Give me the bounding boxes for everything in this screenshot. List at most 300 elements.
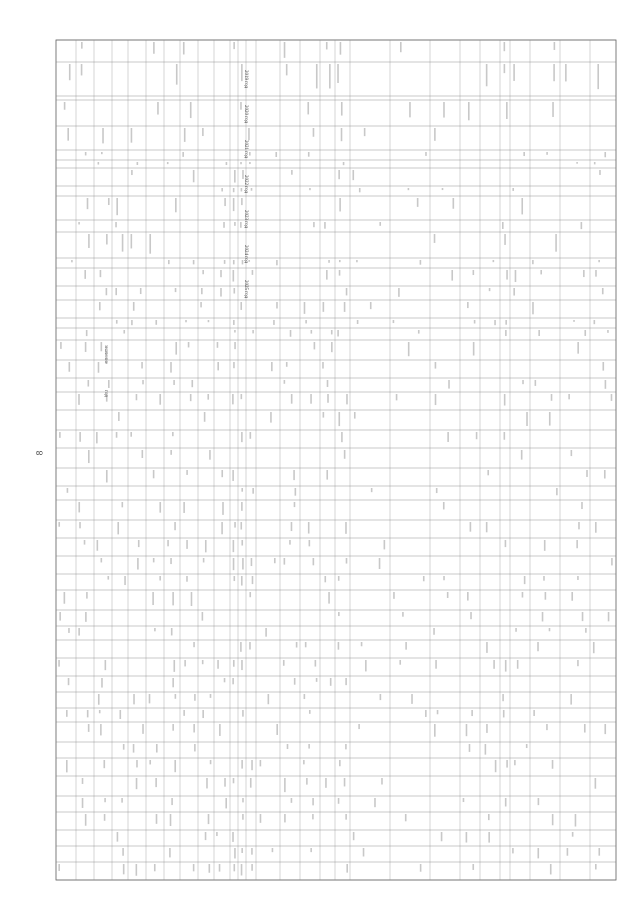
cell-ink-mark xyxy=(232,678,234,684)
cell-ink-mark xyxy=(581,502,583,509)
cell-ink-mark xyxy=(251,848,253,855)
cell-ink-mark xyxy=(505,540,507,547)
cell-ink-mark xyxy=(521,450,523,460)
cell-ink-mark xyxy=(204,412,206,422)
cell-ink-mark xyxy=(331,342,333,352)
cell-ink-mark xyxy=(470,522,472,532)
cell-ink-mark xyxy=(514,760,516,765)
cell-ink-mark xyxy=(201,288,203,294)
cell-ink-mark xyxy=(611,558,613,565)
cell-ink-mark xyxy=(435,362,437,369)
cell-ink-mark xyxy=(575,814,577,827)
cell-ink-mark xyxy=(167,540,169,546)
cell-ink-mark xyxy=(234,222,236,226)
cell-ink-mark xyxy=(441,832,443,841)
cell-ink-mark xyxy=(312,798,314,805)
cell-ink-mark xyxy=(137,162,139,165)
cell-ink-mark xyxy=(337,330,339,336)
cell-ink-mark xyxy=(289,540,291,545)
cell-ink-mark xyxy=(87,710,89,717)
cell-ink-mark xyxy=(175,342,177,355)
cell-ink-mark xyxy=(172,592,174,605)
cell-ink-mark xyxy=(291,798,293,803)
cell-ink-mark xyxy=(260,814,262,823)
cell-ink-mark xyxy=(552,814,554,825)
cell-ink-mark xyxy=(602,362,604,371)
cell-ink-mark xyxy=(402,612,404,617)
cell-ink-mark xyxy=(58,522,60,527)
cell-ink-mark xyxy=(174,760,176,772)
cell-ink-mark xyxy=(130,432,132,437)
cell-ink-mark xyxy=(544,540,546,551)
cell-ink-mark xyxy=(595,864,597,869)
cell-ink-mark xyxy=(381,778,383,785)
cell-ink-mark xyxy=(233,198,235,211)
cell-ink-mark xyxy=(85,152,87,155)
cell-ink-mark xyxy=(190,102,192,118)
cell-ink-mark xyxy=(242,798,244,802)
cell-ink-mark xyxy=(405,642,407,650)
cell-ink-mark xyxy=(137,558,139,570)
cell-ink-mark xyxy=(241,64,243,81)
cell-ink-mark xyxy=(434,724,436,737)
cell-ink-mark xyxy=(408,188,410,190)
cell-ink-mark xyxy=(469,744,471,752)
cell-ink-mark xyxy=(233,320,235,325)
cell-ink-mark xyxy=(577,576,579,580)
cell-ink-mark xyxy=(233,540,235,552)
cell-ink-mark xyxy=(305,642,307,647)
cell-ink-mark xyxy=(87,198,89,209)
cell-ink-mark xyxy=(194,694,196,701)
cell-ink-mark xyxy=(537,642,539,651)
cell-ink-mark xyxy=(59,612,61,621)
cell-ink-mark xyxy=(447,592,449,598)
cell-ink-mark xyxy=(513,288,515,296)
cell-ink-mark xyxy=(443,576,445,580)
cell-ink-mark xyxy=(474,320,476,324)
cell-ink-mark xyxy=(182,152,184,157)
cell-ink-mark xyxy=(522,380,524,384)
cell-ink-mark xyxy=(553,64,555,81)
cell-ink-mark xyxy=(99,302,101,310)
cell-ink-mark xyxy=(549,628,551,631)
cell-ink-mark xyxy=(324,222,326,229)
cell-ink-mark xyxy=(537,848,539,858)
cell-ink-mark xyxy=(506,760,508,768)
cell-ink-mark xyxy=(185,320,187,322)
cell-ink-mark xyxy=(486,642,488,653)
cell-ink-mark xyxy=(226,162,228,165)
cell-ink-mark xyxy=(341,102,343,116)
cell-ink-mark xyxy=(249,592,251,597)
cell-ink-mark xyxy=(399,660,401,665)
cell-ink-mark xyxy=(170,362,172,373)
cell-ink-mark xyxy=(522,592,524,598)
cell-ink-mark xyxy=(453,198,455,209)
cell-ink-mark xyxy=(608,612,610,621)
cell-ink-mark xyxy=(504,64,506,73)
cell-ink-mark xyxy=(64,102,66,110)
cell-ink-mark xyxy=(131,170,133,175)
cell-ink-mark xyxy=(294,502,296,507)
cell-ink-mark xyxy=(154,864,156,871)
cell-ink-mark xyxy=(532,260,534,264)
cell-ink-mark xyxy=(345,522,347,534)
cell-ink-mark xyxy=(79,522,81,528)
cell-ink-mark xyxy=(172,724,174,731)
cell-ink-mark xyxy=(502,694,504,701)
cell-ink-mark xyxy=(153,470,155,478)
cell-ink-mark xyxy=(532,302,534,314)
cell-ink-mark xyxy=(60,342,62,349)
cell-ink-mark xyxy=(327,380,329,387)
cell-ink-mark xyxy=(595,522,597,533)
cell-ink-mark xyxy=(468,102,470,120)
cell-ink-mark xyxy=(208,814,210,824)
cell-ink-mark xyxy=(326,42,328,49)
cell-ink-mark xyxy=(142,380,144,384)
cell-ink-mark xyxy=(78,628,80,636)
cell-ink-mark xyxy=(222,502,224,515)
table-frame xyxy=(56,40,616,880)
header-year: год xyxy=(103,390,108,397)
cell-ink-mark xyxy=(156,744,158,753)
cell-ink-mark xyxy=(206,778,208,788)
cell-ink-mark xyxy=(224,778,226,787)
cell-ink-mark xyxy=(286,362,288,367)
cell-ink-mark xyxy=(443,102,445,118)
cell-ink-mark xyxy=(476,432,478,439)
cell-ink-mark xyxy=(313,222,315,227)
table-row-rules xyxy=(56,40,616,880)
cell-ink-mark xyxy=(346,864,348,873)
cell-ink-mark xyxy=(133,744,135,753)
cell-ink-mark xyxy=(542,612,544,621)
cell-ink-mark xyxy=(224,198,226,206)
cell-ink-mark xyxy=(172,432,174,436)
cell-ink-mark xyxy=(273,320,275,325)
cell-ink-mark xyxy=(523,152,525,156)
cell-ink-mark xyxy=(82,798,84,808)
cell-ink-mark xyxy=(159,394,161,405)
header-year-4: 2023 год xyxy=(243,210,248,229)
cell-ink-mark xyxy=(116,198,118,215)
cell-ink-mark xyxy=(186,470,188,475)
cell-ink-mark xyxy=(276,260,278,265)
cell-ink-mark xyxy=(78,222,80,224)
cell-ink-mark xyxy=(149,694,151,703)
cell-ink-mark xyxy=(205,540,207,552)
cell-ink-mark xyxy=(203,558,205,562)
cell-ink-mark xyxy=(149,234,151,254)
cell-ink-mark xyxy=(84,540,86,545)
cell-ink-mark xyxy=(538,330,540,336)
cell-ink-mark xyxy=(78,394,80,405)
cell-ink-mark xyxy=(240,522,242,530)
cell-ink-mark xyxy=(168,260,170,264)
cell-ink-mark xyxy=(138,540,140,547)
cell-ink-mark xyxy=(512,188,514,191)
cell-ink-mark xyxy=(310,848,312,852)
cell-ink-mark xyxy=(346,288,348,295)
cell-ink-mark xyxy=(224,260,226,264)
cell-ink-mark xyxy=(233,778,235,783)
cell-ink-mark xyxy=(186,540,188,549)
cell-ink-mark xyxy=(101,342,103,351)
cell-ink-mark xyxy=(142,450,144,458)
cell-ink-mark xyxy=(216,832,218,836)
cell-ink-mark xyxy=(305,320,307,323)
cell-ink-mark xyxy=(338,170,340,179)
cell-ink-mark xyxy=(473,270,475,275)
cell-ink-mark xyxy=(99,710,101,713)
cell-ink-mark xyxy=(425,152,427,156)
cell-ink-mark xyxy=(296,642,298,648)
cell-ink-mark xyxy=(67,128,69,141)
cell-ink-mark xyxy=(155,320,157,325)
cell-ink-mark xyxy=(191,592,193,606)
cell-ink-mark xyxy=(371,488,373,492)
cell-ink-mark xyxy=(68,628,70,633)
cell-ink-mark xyxy=(552,760,554,769)
cell-ink-mark xyxy=(193,642,195,647)
cell-ink-mark xyxy=(133,694,135,704)
cell-ink-mark xyxy=(88,724,90,732)
cell-ink-mark xyxy=(153,42,155,54)
cell-ink-mark xyxy=(136,778,138,789)
cell-ink-mark xyxy=(232,832,234,842)
cell-ink-mark xyxy=(136,864,138,876)
cell-ink-mark xyxy=(294,678,296,685)
cell-ink-mark xyxy=(167,162,169,164)
cell-ink-mark xyxy=(202,660,204,664)
cell-ink-mark xyxy=(295,488,297,496)
cell-ink-mark xyxy=(353,832,355,840)
cell-ink-mark xyxy=(107,576,109,580)
cell-ink-mark xyxy=(184,660,186,666)
cell-ink-mark xyxy=(217,362,219,370)
cell-ink-mark xyxy=(103,760,105,768)
cell-ink-mark xyxy=(604,470,606,479)
cell-ink-mark xyxy=(338,612,340,616)
cell-ink-mark xyxy=(573,320,575,322)
cell-ink-mark xyxy=(202,270,204,274)
cell-ink-mark xyxy=(170,558,172,564)
cell-ink-mark xyxy=(328,592,330,604)
cell-ink-mark xyxy=(379,222,381,226)
cell-ink-mark xyxy=(356,260,358,262)
cell-ink-mark xyxy=(451,270,453,281)
cell-ink-mark xyxy=(504,432,506,440)
cell-ink-mark xyxy=(339,198,341,211)
cell-ink-mark xyxy=(193,170,195,182)
cell-ink-mark xyxy=(435,394,437,405)
cell-ink-mark xyxy=(505,330,507,336)
cell-ink-mark xyxy=(577,342,579,354)
cell-ink-mark xyxy=(290,330,292,337)
cell-ink-mark xyxy=(207,394,209,400)
cell-ink-mark xyxy=(545,592,547,600)
cell-ink-mark xyxy=(252,270,254,275)
cell-ink-mark xyxy=(190,394,192,401)
cell-ink-mark xyxy=(364,128,366,136)
cell-ink-mark xyxy=(240,222,242,228)
cell-ink-mark xyxy=(425,710,427,717)
cell-ink-mark xyxy=(159,502,161,513)
cell-ink-mark xyxy=(241,864,243,875)
cell-ink-mark xyxy=(174,522,176,530)
cell-ink-mark xyxy=(82,778,84,784)
cell-ink-mark xyxy=(251,864,253,871)
cell-ink-mark xyxy=(193,724,195,732)
cell-ink-mark xyxy=(434,128,436,141)
cell-ink-mark xyxy=(326,470,328,480)
cell-ink-mark xyxy=(345,744,347,749)
cell-ink-mark xyxy=(515,628,517,632)
cell-ink-mark xyxy=(316,678,318,682)
cell-ink-mark xyxy=(466,832,468,843)
cell-ink-mark xyxy=(286,64,288,75)
cell-ink-mark xyxy=(79,432,81,442)
cell-ink-mark xyxy=(202,128,204,136)
cell-ink-mark xyxy=(241,394,243,399)
cell-ink-mark xyxy=(538,798,540,805)
cell-ink-mark xyxy=(506,270,508,280)
cell-ink-mark xyxy=(241,502,243,511)
cell-ink-mark xyxy=(396,394,398,400)
cell-ink-mark xyxy=(240,162,242,164)
cell-ink-mark xyxy=(217,342,219,348)
cell-ink-mark xyxy=(101,558,103,562)
cell-ink-mark xyxy=(442,188,444,190)
cell-ink-mark xyxy=(595,778,597,789)
cell-ink-mark xyxy=(105,660,107,670)
cell-ink-mark xyxy=(241,576,243,586)
cell-ink-mark xyxy=(209,864,211,873)
cell-ink-mark xyxy=(220,288,222,297)
cell-ink-mark xyxy=(225,798,227,808)
cell-ink-mark xyxy=(131,320,133,325)
cell-ink-mark xyxy=(488,814,490,820)
cell-ink-mark xyxy=(209,450,211,460)
cell-ink-mark xyxy=(117,522,119,534)
cell-ink-mark xyxy=(156,814,158,824)
cell-ink-mark xyxy=(607,330,609,333)
cell-ink-mark xyxy=(284,558,286,565)
cell-ink-mark xyxy=(418,330,420,334)
unreadable-cell-marks xyxy=(58,42,612,876)
cell-ink-mark xyxy=(503,710,505,717)
cell-ink-mark xyxy=(597,64,599,89)
cell-ink-mark xyxy=(175,198,177,212)
cell-ink-mark xyxy=(436,488,438,493)
cell-ink-mark xyxy=(602,288,604,294)
cell-ink-mark xyxy=(233,660,235,667)
cell-ink-mark xyxy=(513,64,515,81)
cell-ink-mark xyxy=(488,832,490,843)
cell-ink-mark xyxy=(119,710,121,719)
cell-ink-mark xyxy=(121,798,123,803)
cell-ink-mark xyxy=(81,42,83,49)
cell-ink-mark xyxy=(379,558,381,569)
cell-ink-mark xyxy=(100,724,102,735)
cell-ink-mark xyxy=(365,660,367,671)
cell-ink-mark xyxy=(205,832,207,840)
cell-ink-mark xyxy=(233,362,235,368)
cell-ink-mark xyxy=(117,832,119,842)
cell-ink-mark xyxy=(241,198,243,205)
cell-ink-mark xyxy=(249,162,251,164)
cell-ink-mark xyxy=(463,798,465,802)
cell-ink-mark xyxy=(565,64,567,81)
cell-ink-mark xyxy=(283,660,285,666)
cell-ink-mark xyxy=(505,798,507,806)
cell-ink-mark xyxy=(598,848,600,856)
cell-ink-mark xyxy=(304,694,306,699)
cell-ink-mark xyxy=(186,576,188,582)
cell-ink-mark xyxy=(338,642,340,650)
cell-ink-mark xyxy=(467,302,469,308)
cell-ink-mark xyxy=(316,64,318,88)
cell-ink-mark xyxy=(341,432,343,442)
cell-ink-mark xyxy=(323,302,325,312)
cell-ink-mark xyxy=(241,488,243,492)
cell-ink-mark xyxy=(554,42,556,50)
cell-ink-mark xyxy=(223,222,225,228)
cell-ink-mark xyxy=(287,744,289,749)
cell-ink-mark xyxy=(240,642,242,652)
cell-ink-mark xyxy=(487,470,489,475)
cell-ink-mark xyxy=(136,760,138,767)
cell-ink-mark xyxy=(233,270,235,282)
cell-ink-mark xyxy=(400,42,402,52)
cell-ink-mark xyxy=(242,710,244,717)
cell-ink-mark xyxy=(552,102,554,117)
cell-ink-mark xyxy=(313,128,315,137)
cell-ink-mark xyxy=(221,522,223,534)
cell-ink-mark xyxy=(370,302,372,309)
cell-ink-mark xyxy=(193,864,195,871)
cell-ink-mark xyxy=(233,260,235,264)
cell-ink-mark xyxy=(308,152,310,157)
cell-ink-mark xyxy=(101,152,103,154)
cell-ink-mark xyxy=(232,470,234,481)
cell-ink-mark xyxy=(433,628,435,635)
cell-ink-mark xyxy=(504,42,506,51)
cell-ink-mark xyxy=(81,64,83,75)
cell-ink-mark xyxy=(549,412,551,426)
page-number: 8 xyxy=(34,450,45,456)
cell-ink-mark xyxy=(265,628,267,637)
cell-ink-mark xyxy=(122,502,124,507)
cell-ink-mark xyxy=(571,592,573,601)
header-year-2: 2021 год xyxy=(243,140,248,159)
cell-ink-mark xyxy=(604,152,606,157)
header-year-0: 2019 год xyxy=(243,70,248,89)
cell-ink-mark xyxy=(326,270,328,280)
cell-ink-mark xyxy=(176,64,178,85)
cell-ink-mark xyxy=(577,660,579,666)
cell-ink-mark xyxy=(417,198,419,207)
cell-ink-mark xyxy=(345,814,347,820)
cell-ink-mark xyxy=(96,432,98,443)
cell-ink-mark xyxy=(352,170,354,180)
cell-ink-mark xyxy=(435,660,437,669)
cell-ink-mark xyxy=(153,558,155,562)
cell-ink-mark xyxy=(115,222,117,227)
cell-ink-mark xyxy=(102,128,104,143)
